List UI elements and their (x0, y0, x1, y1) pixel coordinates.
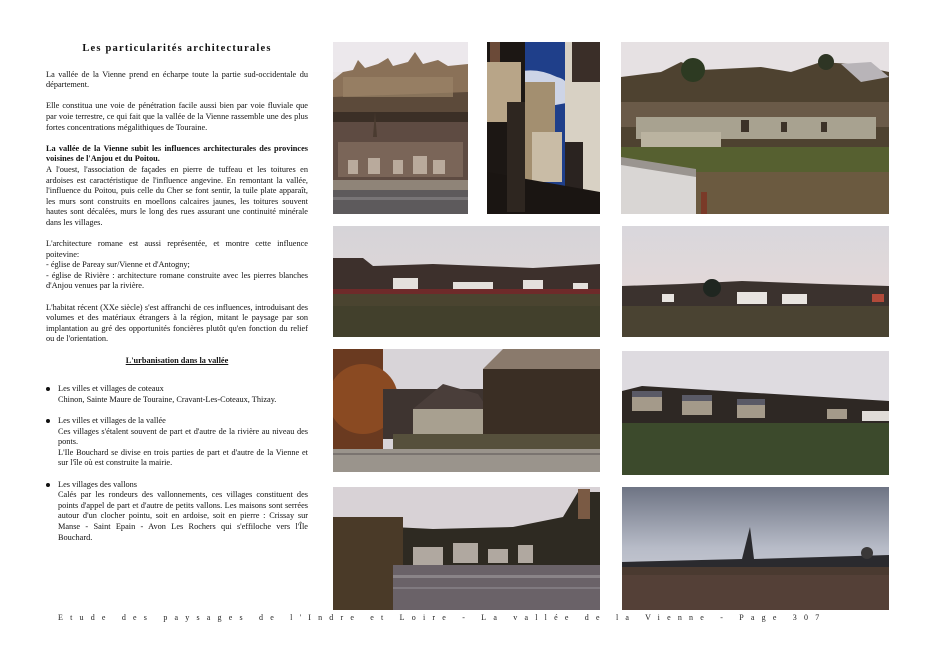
photo-valley-field-houses-1 (333, 226, 600, 337)
influences-paragraph: A l'ouest, l'association de façades en pierre de tuffeau et les toitures en ardoises est caractéristique de l'influence angevine. En remontant la vallée, l'influence du Poitou, puis celle du Cher se font sentir, la tuile plate apparaît, les murs sont construits en moellons calcaires jaunes, les toitures souvent hautes sont décalées, murs le long des rues assurant une continuité minérale dans les villages. (46, 164, 308, 227)
romane-item-2: - église de Rivière : architecture romane construite avec les pierres blanches d'Anjou venues par la rivière. (46, 270, 308, 291)
bullet-body: Ces villages s'étalent souvent de part et d'autre de la rivière au niveau des ponts. (58, 426, 308, 447)
bullet-icon (46, 387, 50, 391)
photo-narrow-street (487, 42, 600, 214)
photo-valley-field-houses-2 (622, 226, 889, 337)
romane-intro: L'architecture romane est aussi représentée, et montre cette influence poitevine: (46, 239, 308, 259)
bullet-icon (46, 419, 50, 423)
bullet-item-vallee (46, 416, 308, 469)
intro-paragraph-2: Elle constitua une voie de pénétration facile aussi bien par voie fluviale que par voie terrestre, ce qui fait que la vallée de la Vienne rassemble une des plus fortes concentrations mégalithiques de Touraine. (46, 101, 308, 132)
photo-farmhouses-meadow (622, 351, 889, 475)
page-title: Les particularités architecturales (82, 43, 272, 54)
photo-river-town (333, 487, 600, 610)
bullet-head: Les villes et villages de la vallée (58, 416, 166, 425)
intro-paragraph-1: La vallée de la Vienne prend en écharpe toute la partie sud-occidentale du département. (46, 69, 308, 90)
bullet-head: Les villes et villages de coteaux (58, 384, 164, 394)
bullet-item-vallons (46, 480, 308, 544)
bullet-item-coteaux (46, 384, 308, 405)
text-column (46, 44, 308, 554)
photo-stone-house-autumn (333, 349, 600, 472)
romane-item-1: - église de Pareay sur/Vienne et d'Antogny; (46, 260, 190, 270)
page-footer: Etude des paysages de l'Indre et Loire - La vallée de la Vienne - Page 307 (58, 613, 827, 622)
habitat-paragraph: L'habitat récent (XXe siècle) s'est affranchi de ces influences, introduisant des volumes et des matériaux étrangers à la région, mitant le paysage par son implantation au gré des opportunités foncières plutôt qu'en fonction du relief ou de l'orientation. (46, 302, 308, 344)
bullet-body: Chinon, Sainte Maure de Touraine, Cravant-Les-Coteaux, Thizay. (58, 394, 277, 404)
bullet-head: Les villages des vallons (58, 479, 138, 489)
bullet-body: L'Ile Bouchard se divise en trois parties de part et d'autre de la Vienne et sur l'île où est construite la mairie. (58, 447, 308, 468)
photo-church-spire-field (622, 487, 889, 610)
photo-chinon-castle-town (333, 42, 468, 214)
photo-troglodyte-hillside (621, 42, 889, 214)
bullet-body: Calés par les rondeurs des vallonnements, ces villages constituent des points d'appel de part et d'autre de petits vallons. Les maisons sont serrées autour d'un clocher pointu, soit en ardoise, soit en pierre : Crissay sur Manse - Saint Epain - Avon Les Rochers qui s'effiloche vers l'Île Bouchard. (58, 490, 308, 542)
influences-heading: La vallée de la Vienne subit les influences architecturales des provinces voisines de l'Anjou et du Poitou. (46, 143, 308, 164)
bullet-icon (46, 483, 50, 487)
urbanisation-heading: L'urbanisation dans la vallée (125, 355, 229, 365)
